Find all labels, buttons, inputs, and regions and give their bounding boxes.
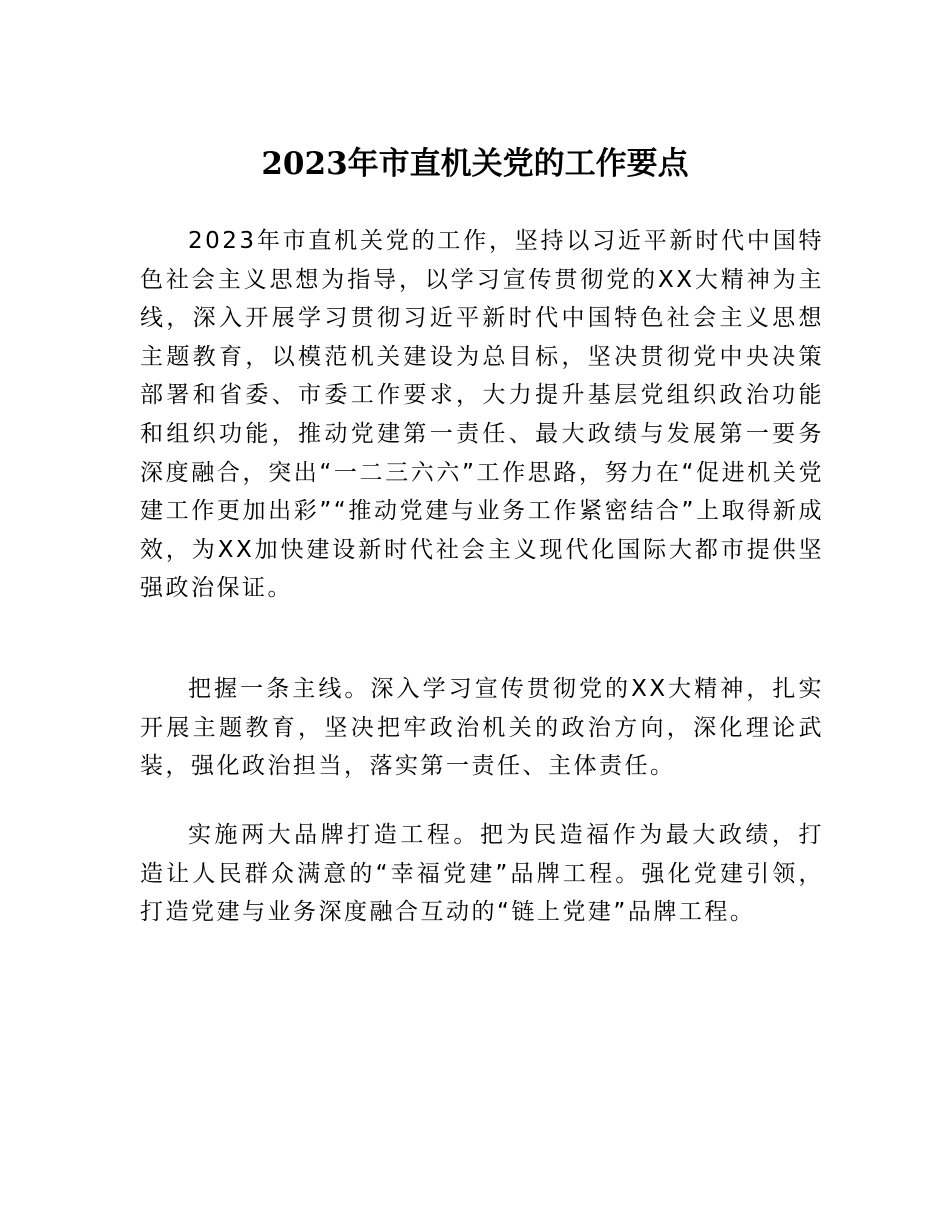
paragraph-main-line: 把握一条主线。深入学习宣传贯彻党的XX大精神，扎实开展主题教育，坚决把牢政治机关的政治方向，深化理论武装，强化政治担当，落实第一责任、主体责任。 <box>140 676 824 780</box>
document-title: 2023年市直机关党的工作要点 <box>261 146 689 182</box>
paragraph-intro: 2023年市直机关党的工作，坚持以习近平新时代中国特色社会主义思想为指导，以学习宣传贯彻党的XX大精神为主线，深入开展学习贯彻习近平新时代中国特色社会主义思想主题教育，以模范机关建设为总目标，坚决贯彻党中央决策部署和省委、市委工作要求，大力提升基层党组织政治功能和组织功能，推动党建第一责任、最大政绩与发展第一要务深度融合，突出“一二三六六”工作思路，努力在“促进机关党建工作更加出彩”“推动党建与业务工作紧密结合”上取得新成效，为XX加快建设新时代社会主义现代化国际大都市提供坚强政治保证。 <box>140 228 824 602</box>
paragraph-brand-projects: 实施两大品牌打造工程。把为民造福作为最大政绩，打造让人民群众满意的“幸福党建”品牌工程。强化党建引领，打造党建与业务深度融合互动的“链上党建”品牌工程。 <box>140 822 824 926</box>
